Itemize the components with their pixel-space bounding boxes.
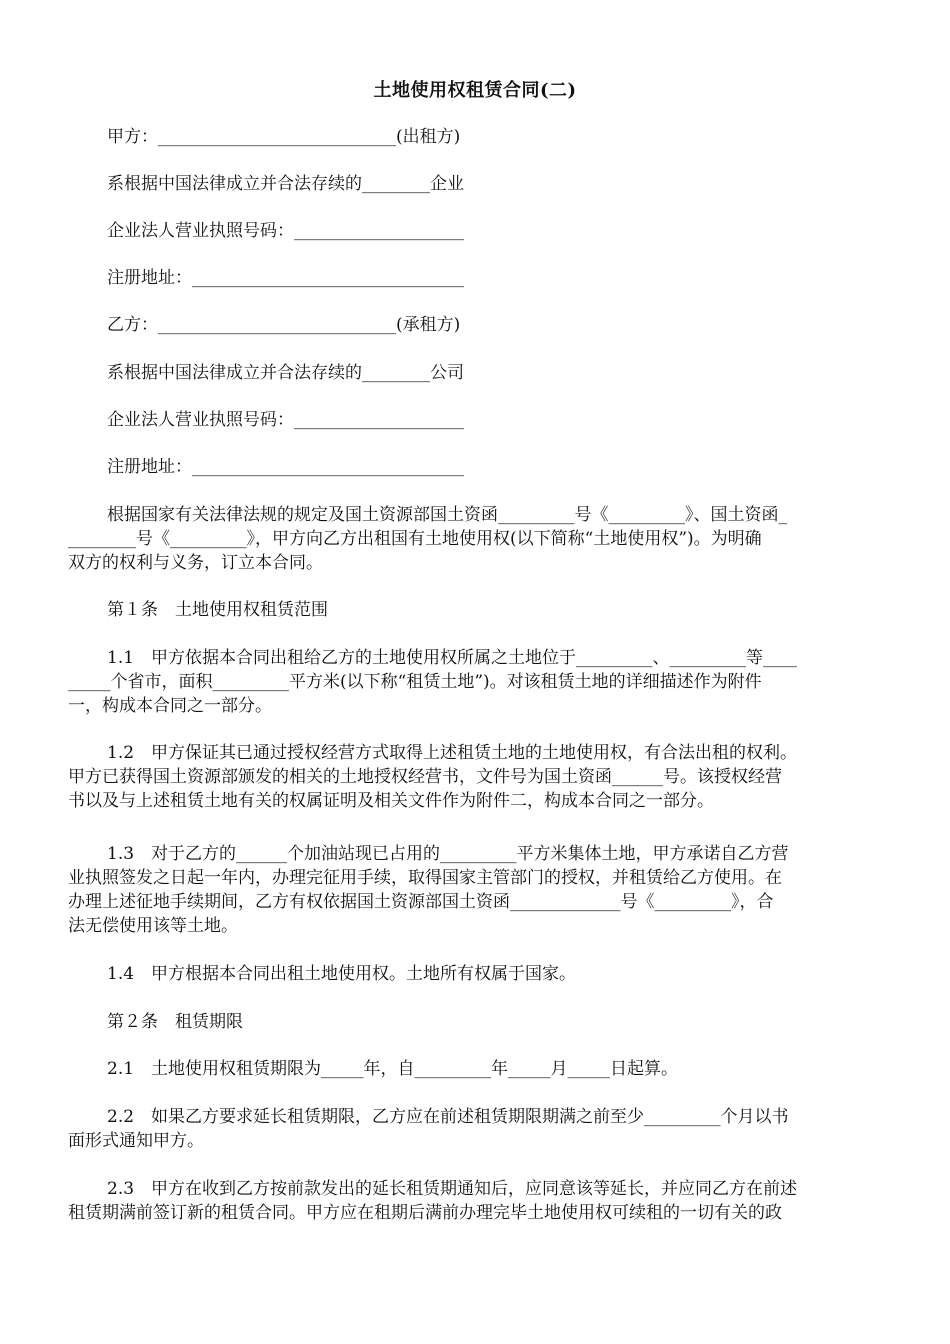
- party-b-incorporation-line: 系根据中国法律成立并合法存续的________公司: [107, 363, 464, 383]
- clause-2-2-line: 面形式通知甲方。: [68, 1131, 204, 1151]
- document-title: 土地使用权租赁合同(二): [373, 80, 577, 101]
- party-b-line: 乙方：____________________________(承租方): [107, 315, 461, 335]
- preamble-line: 根据国家有关法律法规的规定及国土资源部国土资函_________号《_________》、国土资函_: [107, 505, 787, 525]
- party-a-license-line: 企业法人营业执照号码：____________________: [107, 221, 464, 241]
- clause-2-2-line: 2.2 如果乙方要求延长租赁期限，乙方应在前述租赁期限期满之前至少_________个月以书: [107, 1107, 789, 1127]
- clause-2-3-line: 租赁期满前签订新的租赁合同。甲方应在租期后满前办理完毕土地使用权可续租的一切有关的政: [68, 1203, 782, 1223]
- clause-1-2-line: 1.2 甲方保证其已通过授权经营方式取得上述租赁土地的土地使用权，有合法出租的权利。: [107, 743, 798, 763]
- party-a-incorporation-line: 系根据中国法律成立并合法存续的________企业: [107, 174, 464, 194]
- party-a-address-line: 注册地址：________________________________: [107, 268, 464, 288]
- article-2-heading: 第２条 租赁期限: [107, 1012, 243, 1032]
- clause-1-3-line: 办理上述征地手续期间，乙方有权依据国土资源部国土资函_____________号《_________》，合: [68, 892, 774, 912]
- clause-1-2-line: 甲方已获得国土资源部颁发的相关的土地授权经营书，文件号为国土资函______号。该授权经营: [68, 767, 782, 787]
- clause-1-3-line: 法无偿使用该等土地。: [68, 916, 238, 936]
- clause-1-4-line: 1.4 甲方根据本合同出租土地使用权。土地所有权属于国家。: [107, 964, 577, 984]
- clause-1-3-line: 业执照签发之日起一年内，办理完征用手续，取得国家主管部门的授权，并租赁给乙方使用。在: [68, 868, 782, 888]
- article-1-heading: 第１条 土地使用权租赁范围: [107, 600, 328, 620]
- clause-2-3-line: 2.3 甲方在收到乙方按前款发出的延长租赁期通知后，应同意该等延长，并应同乙方在前述: [107, 1179, 798, 1199]
- clause-1-1-line: 一，构成本合同之一部分。: [68, 696, 272, 716]
- party-b-address-line: 注册地址：________________________________: [107, 457, 464, 477]
- clause-1-2-line: 书以及与上述租赁土地有关的权属证明及相关文件作为附件二，构成本合同之一部分。: [68, 791, 714, 811]
- clause-1-1-line: _____个省市，面积_________平方米(以下称“租赁土地”)。对该租赁土地的详细描述作为附件: [68, 672, 762, 692]
- clause-1-3-line: 1.3 对于乙方的______个加油站现已占用的_________平方米集体土地，甲方承诺自乙方营: [107, 844, 789, 864]
- party-b-license-line: 企业法人营业执照号码：____________________: [107, 410, 464, 430]
- clause-2-1-line: 2.1 土地使用权租赁期限为_____年，自_________年_____月_____日起算。: [107, 1059, 679, 1079]
- preamble-line: ________号《_________》，甲方向乙方出租国有土地使用权(以下简称“土地使用权”)。为明确: [68, 529, 762, 549]
- clause-1-1-line: 1.1 甲方依据本合同出租给乙方的土地使用权所属之土地位于_________、_________等____: [107, 648, 798, 668]
- party-a-line: 甲方：____________________________(出租方): [107, 127, 461, 147]
- preamble-line: 双方的权利与义务，订立本合同。: [68, 553, 323, 573]
